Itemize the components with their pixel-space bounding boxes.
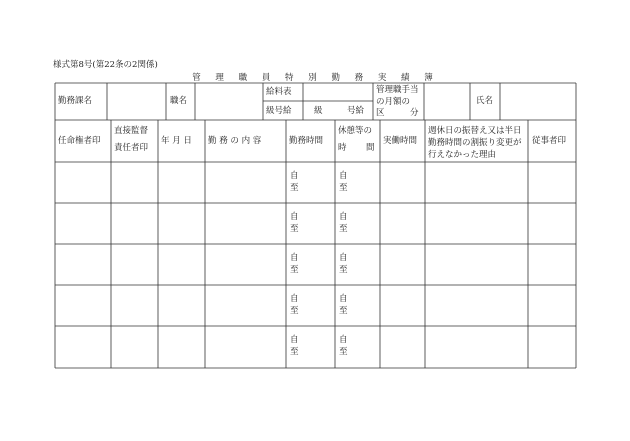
- rest-time-to-label: 至: [339, 183, 348, 193]
- duty-hours-to-label: 至: [290, 347, 299, 357]
- rest-time-from-label: 自: [339, 335, 348, 345]
- appointer-seal-header: 任命権者印: [58, 136, 101, 146]
- rest-time-header-line2-right: 間: [366, 143, 375, 153]
- date-header: 年 月 日: [161, 136, 192, 146]
- allowance-label-line1: 管理職手当: [376, 85, 419, 95]
- supervisor-seal-header-line1: 直接監督: [114, 126, 149, 136]
- duty-hours-from-label: 自: [290, 335, 299, 345]
- duty-hours-from-label: 自: [290, 294, 299, 304]
- reason-header: 週休日の振替え又は半日勤務時間の割振り変更が行えなかった理由: [428, 126, 522, 160]
- duty-hours-to-label: 至: [290, 265, 299, 275]
- supervisor-seal-header-line2: 責任者印: [114, 143, 149, 153]
- duty-hours-to-label: 至: [290, 306, 299, 316]
- form-number: 様式第8号(第22条の2関係): [53, 60, 158, 70]
- rest-time-from-label: 自: [339, 253, 348, 263]
- grade-label: 級号給: [266, 106, 292, 116]
- rest-time-from-label: 自: [339, 171, 348, 181]
- rest-time-header-line1: 休憩等の: [338, 126, 373, 136]
- rest-time-to-label: 至: [339, 347, 348, 357]
- salary-table-label: 給料表: [266, 87, 292, 97]
- position-label: 職名: [170, 96, 188, 106]
- rest-time-to-label: 至: [339, 265, 348, 275]
- duty-hours-to-label: 至: [290, 224, 299, 234]
- duty-content-header: 勤 務 の 内 容: [208, 136, 262, 146]
- duty-hours-from-label: 自: [290, 212, 299, 222]
- duty-hours-from-label: 自: [290, 253, 299, 263]
- allowance-label-line3-right: 分: [410, 108, 419, 118]
- step-unit: 号給: [347, 106, 365, 116]
- duty-hours-to-label: 至: [290, 183, 299, 193]
- rest-time-to-label: 至: [339, 306, 348, 316]
- rest-time-header-line2-left: 時: [338, 143, 347, 153]
- allowance-label-line2: の月額の: [376, 97, 411, 107]
- rest-time-from-label: 自: [339, 294, 348, 304]
- name-label: 氏名: [476, 96, 494, 106]
- document-title: 管 理 職 員 特 別 勤 務 実 績 簿: [192, 73, 439, 83]
- duty-hours-header: 勤務時間: [289, 136, 324, 146]
- duty-hours-from-label: 自: [290, 171, 299, 181]
- allowance-label-line3-left: 区: [376, 108, 385, 118]
- working-hours-header: 実働時間: [383, 136, 418, 146]
- rest-time-from-label: 自: [339, 212, 348, 222]
- rest-time-to-label: 至: [339, 224, 348, 234]
- grade-unit: 級: [314, 106, 323, 116]
- worker-seal-header: 従事者印: [532, 136, 567, 146]
- department-label: 勤務課名: [58, 96, 93, 106]
